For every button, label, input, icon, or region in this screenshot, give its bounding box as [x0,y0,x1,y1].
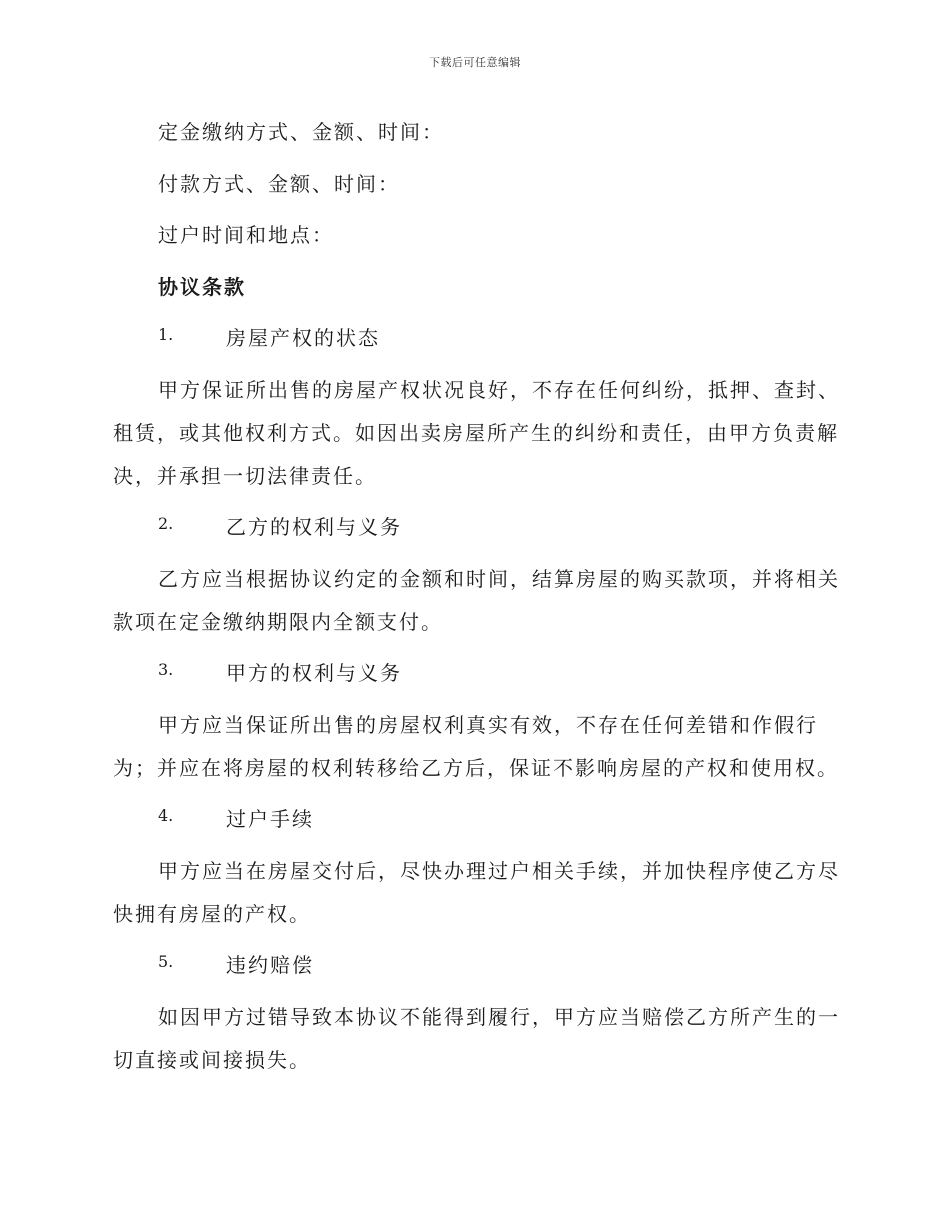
clause-number: 3. [158,660,174,679]
clause-text-line: 为；并应在将房屋的权利转移给乙方后，保证不影响房屋的产权和使用权。 [113,756,839,780]
header-note: 下载后可任意编辑 [429,56,521,69]
section-heading: 协议条款 [158,275,246,299]
clause-title: 房屋产权的状态 [226,326,380,350]
deposit-line: 定金缴纳方式、金额、时间： [158,120,444,144]
clause-text-line: 决，并承担一切法律责任。 [113,464,377,488]
clause-number: 1. [158,325,174,344]
clause-text-line: 甲方应当保证所出售的房屋权利真实有效，不存在任何差错和作假行 [158,713,818,737]
clause-title: 乙方的权利与义务 [226,515,402,539]
clause-text-line: 如因甲方过错导致本协议不能得到履行，甲方应当赔偿乙方所产生的一 [158,1005,840,1029]
clause-title: 甲方的权利与义务 [226,661,402,685]
clause-text-line: 甲方保证所出售的房屋产权状况良好，不存在任何纠纷，抵押、查封、 [158,378,840,402]
clause-text-line: 甲方应当在房屋交付后，尽快办理过户相关手续，并加快程序使乙方尽 [158,859,840,883]
clause-text-line: 切直接或间接损失。 [113,1048,311,1072]
clause-text-line: 款项在定金缴纳期限内全额支付。 [113,610,443,634]
clause-number: 2. [158,514,174,533]
clause-text-line: 快拥有房屋的产权。 [113,902,311,926]
clause-text-line: 租赁，或其他权利方式。如因出卖房屋所产生的纠纷和责任，由甲方负责解 [113,421,839,445]
clause-number: 4. [158,806,174,825]
payment-line: 付款方式、金额、时间： [158,172,400,196]
clause-text-line: 乙方应当根据协议约定的金额和时间，结算房屋的购买款项，并将相关 [158,567,840,591]
clause-number: 5. [158,952,174,971]
clause-title: 违约赔偿 [226,953,314,977]
clause-title: 过户手续 [226,807,314,831]
transfer-line: 过户时间和地点： [158,223,334,247]
